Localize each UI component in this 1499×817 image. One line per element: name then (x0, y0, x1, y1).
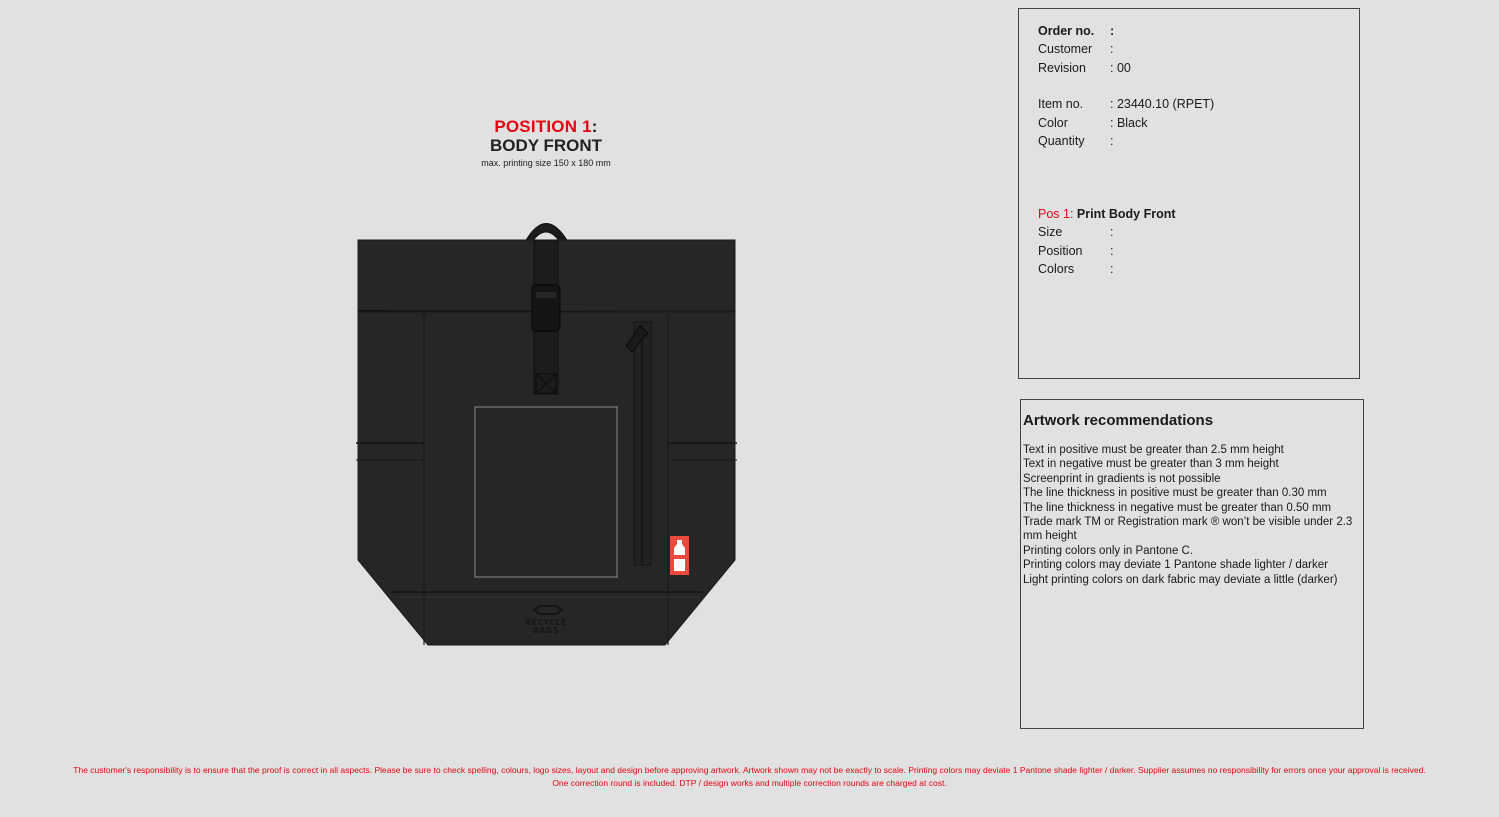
info-row-revision: Revision : 00 (1038, 61, 1131, 75)
list-item: The line thickness in positive must be greater than 0.30 mm (1023, 487, 1327, 500)
list-item: Text in positive must be greater than 2.5 mm height (1023, 444, 1284, 456)
logo-text-recycle: RECYCLE (525, 618, 567, 627)
info-row-position: Position : (1038, 244, 1114, 258)
list-item: Screenprint in gradients is not possible (1023, 472, 1221, 485)
list-item: Printing colors may deviate 1 Pantone shade lighter / darker (1023, 559, 1328, 572)
list-item: Trade mark TM or Registration mark ® won’t be visible under 2.3 mm height (1023, 516, 1353, 543)
disclaimer-line-1: The customer's responsibility is to ensure that the proof is correct in all aspects. Please be sure to check spelling, colours, logo sizes, layout and design before approving artwork. Artwork shown may not be exactly to scale. Printing colors may deviate 1 Pantone shade lighter / darker. Supplier assumes no responsibility for errors once your approval is received. (73, 765, 1426, 775)
top-handle-loop (525, 224, 568, 243)
info-row-colors: Colors : (1038, 262, 1114, 276)
artwork-recommendations-box (1020, 399, 1364, 729)
info-row-size: Size : (1038, 225, 1114, 239)
order-info-box (1018, 8, 1360, 379)
max-printing-size: max. printing size 150 x 180 mm (481, 158, 611, 168)
info-row-customer: Customer : (1038, 42, 1114, 56)
position-heading (446, 117, 646, 169)
info-row-color: Color : Black (1038, 116, 1148, 130)
info-row-quantity: Quantity : (1038, 134, 1114, 148)
position-label: POSITION 1 (494, 117, 592, 136)
disclaimer-line-2: One correction round is included. DTP / design works and multiple correction rounds are charged at cost. (552, 778, 947, 788)
info-row-item-no: Item no. : 23440.10 (RPET) (1038, 97, 1215, 111)
artwork-list (1023, 443, 1361, 587)
list-item: Printing colors only in Pantone C. (1023, 544, 1194, 557)
list-item: The line thickness in negative must be greater than 0.50 mm (1023, 501, 1332, 514)
logo-text-bags: BAGS (533, 626, 559, 635)
backpack-illustration (340, 212, 760, 652)
position-name: BODY FRONT (489, 136, 603, 155)
artwork-title: Artwork recommendations (1023, 412, 1214, 429)
list-item: Text in negative must be greater than 3 mm height (1023, 458, 1279, 471)
position-colon: : (591, 117, 598, 136)
info-row-order-no: Order no. : (1038, 24, 1115, 38)
buckle (532, 285, 560, 331)
footer-disclaimer (0, 764, 1499, 790)
pos-title: Pos 1: Print Body Front (1038, 207, 1176, 221)
list-item: Light printing colors on dark fabric may deviate a little (darker) (1023, 573, 1338, 586)
